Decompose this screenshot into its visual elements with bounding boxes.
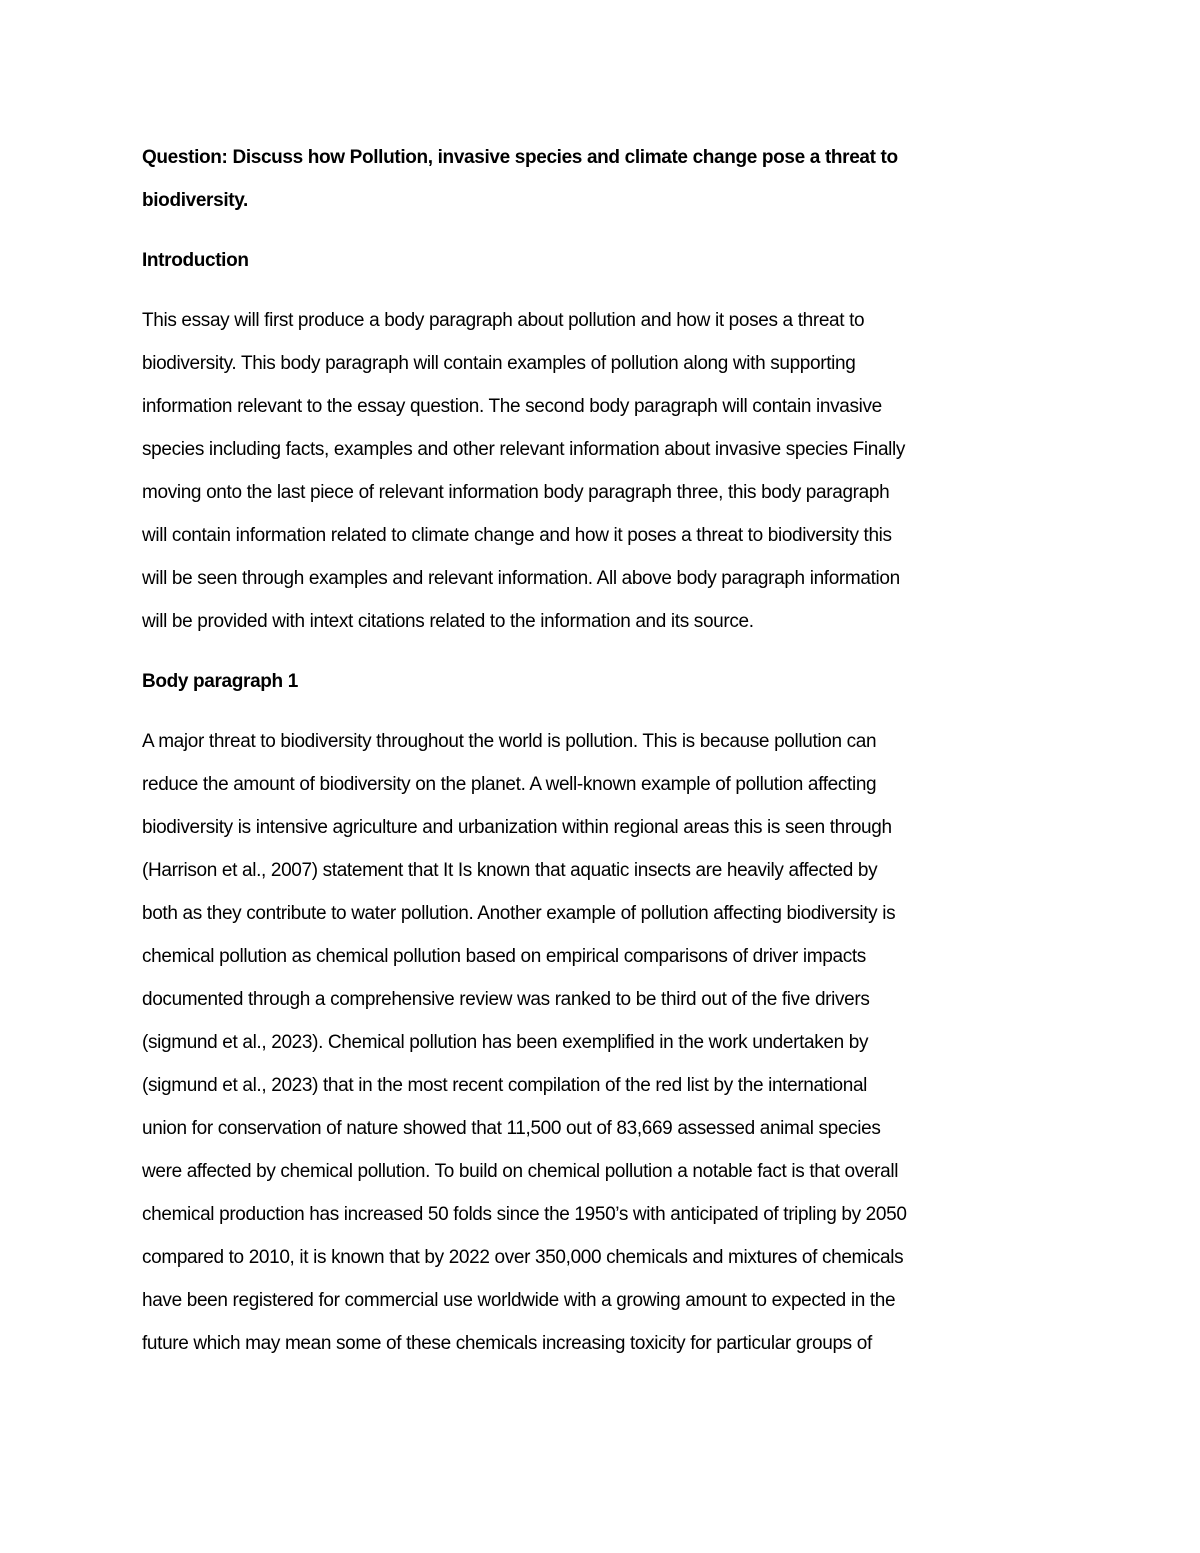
paragraph-line: reduce the amount of biodiversity on the planet. A well-known example of pollution affecting — [142, 774, 877, 795]
body-paragraph-1 — [142, 720, 1062, 1365]
paragraph-line: were affected by chemical pollution. To build on chemical pollution a notable fact is that overall — [142, 1161, 899, 1182]
paragraph-line: moving onto the last piece of relevant information body paragraph three, this body paragraph — [142, 482, 890, 503]
paragraph-line: (sigmund et al., 2023) that in the most recent compilation of the red list by the international — [142, 1075, 868, 1096]
paragraph-line: information relevant to the essay question. The second body paragraph will contain invasive — [142, 396, 882, 417]
paragraph-line: future which may mean some of these chemicals increasing toxicity for particular groups of — [142, 1333, 872, 1354]
paragraph-line: will be provided with intext citations related to the information and its source. — [142, 611, 754, 632]
introduction-paragraph — [142, 299, 1062, 643]
paragraph-line: biodiversity is intensive agriculture and urbanization within regional areas this is seen through — [142, 817, 892, 838]
paragraph-line: both as they contribute to water pollution. Another example of pollution affecting biodiversity is — [142, 903, 896, 924]
document-page — [142, 136, 1062, 1365]
paragraph-line: chemical production has increased 50 folds since the 1950’s with anticipated of tripling by 2050 — [142, 1204, 907, 1225]
paragraph-line: (Harrison et al., 2007) statement that It Is known that aquatic insects are heavily affected by — [142, 860, 878, 881]
question-line: Question: Discuss how Pollution, invasive species and climate change pose a threat to — [142, 147, 898, 168]
paragraph-line: A major threat to biodiversity throughout the world is pollution. This is because pollution can — [142, 731, 877, 752]
paragraph-line: will be seen through examples and relevant information. All above body paragraph information — [142, 568, 900, 589]
paragraph-line: chemical pollution as chemical pollution based on empirical comparisons of driver impacts — [142, 946, 866, 967]
introduction-heading: Introduction — [142, 250, 249, 271]
paragraph-line: have been registered for commercial use worldwide with a growing amount to expected in the — [142, 1290, 896, 1311]
paragraph-line: compared to 2010, it is known that by 2022 over 350,000 chemicals and mixtures of chemicals — [142, 1247, 904, 1268]
paragraph-line: (sigmund et al., 2023). Chemical pollution has been exemplified in the work undertaken by — [142, 1032, 869, 1053]
paragraph-line: union for conservation of nature showed that 11,500 out of 83,669 assessed animal species — [142, 1118, 881, 1139]
paragraph-line: species including facts, examples and other relevant information about invasive species Finally — [142, 439, 906, 460]
paragraph-line: This essay will first produce a body paragraph about pollution and how it poses a threat to — [142, 310, 865, 331]
paragraph-line: documented through a comprehensive review was ranked to be third out of the five drivers — [142, 989, 870, 1010]
paragraph-line: biodiversity. This body paragraph will contain examples of pollution along with supporting — [142, 353, 856, 374]
question — [142, 136, 1062, 222]
paragraph-line: will contain information related to climate change and how it poses a threat to biodiversity this — [142, 525, 892, 546]
body-paragraph-1-heading: Body paragraph 1 — [142, 671, 298, 692]
question-line: biodiversity. — [142, 190, 248, 211]
